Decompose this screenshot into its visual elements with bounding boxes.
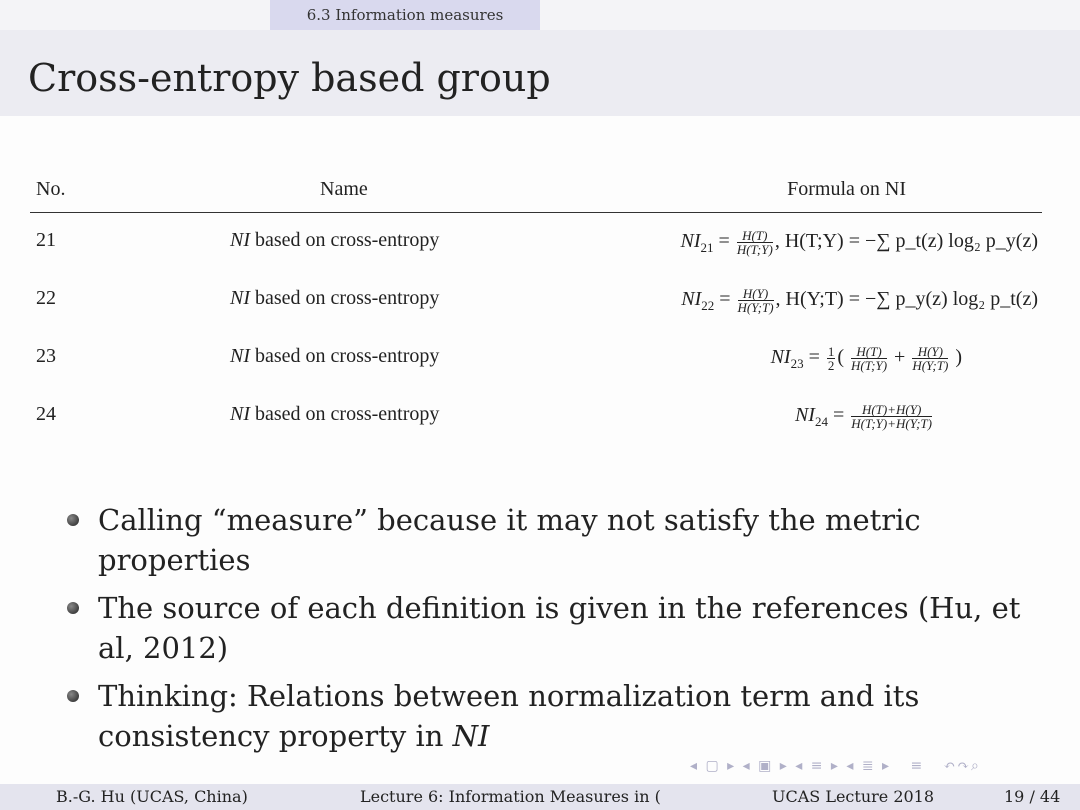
col-header-formula: Formula on NI <box>787 178 906 200</box>
header-bar <box>0 0 1080 30</box>
table-row <box>30 271 1042 329</box>
table-row <box>30 213 1042 271</box>
footer-page: 19 / 44 <box>1004 787 1061 806</box>
footer-author: B.-G. Hu (UCAS, China) <box>56 787 248 806</box>
row-formula: $NI_{22}$ = $\frac{H(Y)}{H(Y;T)}$ , H(Y;T) = −∑ p_y(z) log₂ p_t(z) <box>681 286 1038 315</box>
row-name: NI based on cross-entropy <box>230 403 440 425</box>
bullet-item: The source of each definition is given in the references (Hu, et al, 2012) <box>64 588 1054 668</box>
bullet-item: Thinking: Relations between normalization term and its consistency property in NI <box>64 676 1054 756</box>
formula-table <box>30 176 1042 437</box>
table-row <box>30 329 1042 387</box>
bullet-icon <box>67 602 79 614</box>
row-number: 23 <box>36 345 56 367</box>
row-name: NI based on cross-entropy <box>230 345 440 367</box>
col-header-name: Name <box>320 178 368 200</box>
table-row <box>30 387 1042 437</box>
slide-title: Cross-entropy based group <box>28 56 551 100</box>
row-number: 21 <box>36 229 56 251</box>
footer-course: UCAS Lecture 2018 <box>772 787 935 806</box>
row-number: 22 <box>36 287 56 309</box>
row-formula: $NI_{21}$ = $\frac{H(T)}{H(T;Y)}$ , H(T;Y) = −∑ p_t(z) log₂ p_y(z) <box>680 228 1038 257</box>
table-header <box>30 176 1042 213</box>
section-label: 6.3 Information measures <box>270 0 540 30</box>
col-header-no: No. <box>36 178 66 200</box>
row-formula: $NI_{23}$ = $\frac{1}{2}$ ( $\frac{H(T)}{H(T;Y)}$ + $\frac{H(Y)}{H(Y;T)}$ ) <box>770 344 962 373</box>
beamer-navigation-icons[interactable]: ◂ ▢ ▸ ◂ ▣ ▸ ◂ ≡ ▸ ◂ ≣ ▸ ≡ ↶↷⌕ <box>690 758 981 774</box>
footer-lecture: Lecture 6: Information Measures in ( <box>360 787 661 806</box>
row-formula: $NI_{24}$ = $\frac{H(T)+H(Y)}{H(T;Y)+H(Y;T)}$ <box>794 402 932 431</box>
row-name: NI based on cross-entropy <box>230 229 440 251</box>
bullet-icon <box>67 690 79 702</box>
bullet-list <box>64 500 1054 764</box>
footer-bar <box>0 784 1080 810</box>
row-number: 24 <box>36 403 56 425</box>
bullet-icon <box>67 514 79 526</box>
bullet-item: Calling “measure” because it may not satisfy the metric properties <box>64 500 1054 580</box>
row-name: NI based on cross-entropy <box>230 287 440 309</box>
